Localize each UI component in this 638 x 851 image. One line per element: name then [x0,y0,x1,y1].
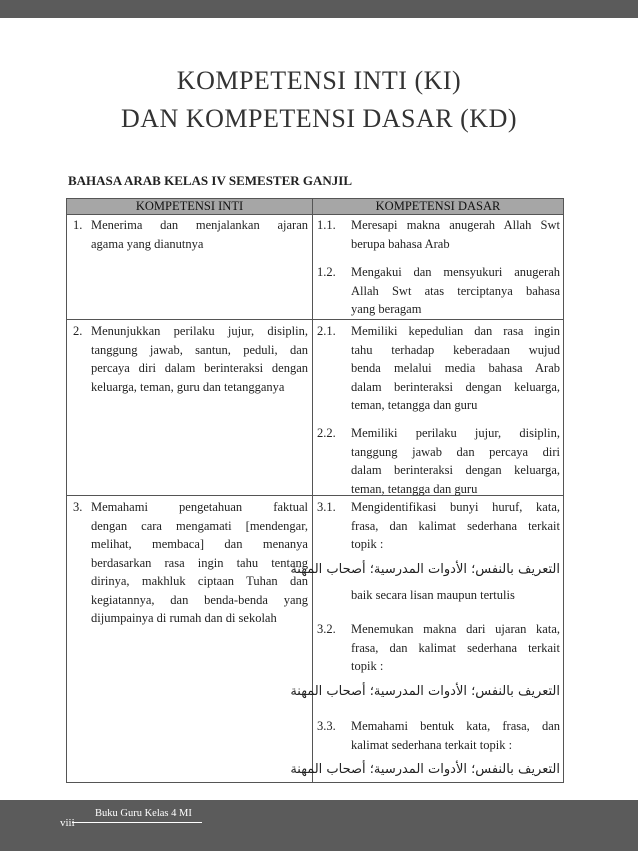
subject-heading: BAHASA ARAB KELAS IV SEMESTER GANJIL [68,173,353,188]
title-line-1: KOMPETENSI INTI (KI) [176,66,462,95]
row-divider-1 [67,319,563,320]
ki-item-line: Menunjukkan perilaku jujur, disiplin, [91,324,308,338]
ki-item-line: dengan cara mengamati [mendengar, [91,518,308,533]
ki-item-line: Memahami pengetahuan faktual [91,500,308,514]
ki-item-number: 1. [73,218,83,232]
kd-item-line: Mengakui dan mensyukuri anugerah [351,265,560,279]
footer-rule [72,822,202,823]
kd-item-line: Allah Swt atas terciptanya bahasa [351,283,560,298]
kd-item-line: Mengidentifikasi bunyi huruf, kata, [351,500,560,514]
page-title [0,62,638,138]
kd-item-line: teman, tetangga dan guru [351,398,478,412]
kd-item-line: dalam berinteraksi dengan keluarga, [351,463,560,477]
ki-item-line: berdasarkan rasa ingin tahu tentang [91,555,308,570]
competency-table [66,198,564,783]
title-line-2: DAN KOMPETENSI DASAR (KD) [121,104,517,133]
kd-item-line: Menemukan makna dari ujaran kata, [351,622,560,636]
kd-item-number: 3.1. [317,500,336,514]
ki-item-line: melihat, membaca] dan menanya [91,537,308,551]
ki-item-line: dirinya, makhluk ciptaan Tuhan dan [91,574,308,588]
kd-item-line: Memahami bentuk kata, frasa, dan [351,719,560,733]
header-ki: KOMPETENSI INTI [135,199,244,213]
kd-item-line: topik : [351,659,384,673]
top-band [0,0,638,18]
kd-item-line: frasa, dan kalimat sederhana terkait [351,518,560,533]
kd-item-number: 1.1. [317,218,336,232]
kd-item-line: Memiliki kepedulian dan rasa ingin [351,324,560,338]
ki-item-line: keluarga, teman, guru dan tetangganya [91,379,285,394]
header-kd: KOMPETENSI DASAR [375,199,501,213]
kd-item-arabic-topics: التعريف بالنفس؛ الأدوات المدرسية؛ أصحاب المهنة [290,561,560,577]
ki-item-line: agama yang dianutnya [91,236,204,251]
ki-item-line: kegiatannya, dan benda-benda yang [91,592,308,607]
kd-item-number: 2.2. [317,426,336,440]
ki-item-line: tanggung jawab, santun, peduli, dan [91,342,308,357]
kd-item-number: 3.3. [317,719,336,733]
kd-item-number: 2.1. [317,324,336,338]
kd-item-line: Memiliki perilaku jujur, disiplin, [351,426,560,440]
kd-item-arabic-topics: التعريف بالنفس؛ الأدوات المدرسية؛ أصحاب المهنة [290,762,560,777]
kd-item-line: baik secara lisan maupun tertulis [351,587,515,602]
ki-item-number: 3. [73,500,83,514]
kd-item-line: yang beragam [351,302,422,316]
kd-item-number: 3.2. [317,622,336,636]
footer-book-title: Buku Guru Kelas 4 MI [95,808,192,819]
ki-item-number: 2. [73,324,83,338]
kd-item-number: 1.2. [317,265,336,279]
kd-item-line: tahu terhadap keberadaan wujud [351,342,560,357]
page-number: viii [60,817,75,829]
kd-item-line: kalimat sederhana terkait topik : [351,737,513,752]
kd-item-line: berupa bahasa Arab [351,236,450,251]
ki-item-line: Menerima dan menjalankan ajaran [91,218,308,232]
kd-item-line: topik : [351,537,384,551]
kd-item-line: teman, tetangga dan guru [351,481,478,496]
kd-item-line: tanggung jawab dan percaya diri [351,444,560,459]
header-divider [67,214,563,215]
kd-item-line: benda melalui media bahasa Arab [351,361,560,375]
kd-item-line: Meresapi makna anugerah Allah Swt [351,218,560,232]
ki-item-line: dijumpainya di rumah dan di sekolah [91,611,277,625]
kd-item-line: dalam berinteraksi dengan keluarga, [351,379,560,394]
ki-item-line: percaya diri dalam berinteraksi dengan [91,361,308,375]
kd-item-arabic-topics: التعريف بالنفس؛ الأدوات المدرسية؛ أصحاب المهنة [290,683,560,699]
kd-item-line: frasa, dan kalimat sederhana terkait [351,640,560,655]
